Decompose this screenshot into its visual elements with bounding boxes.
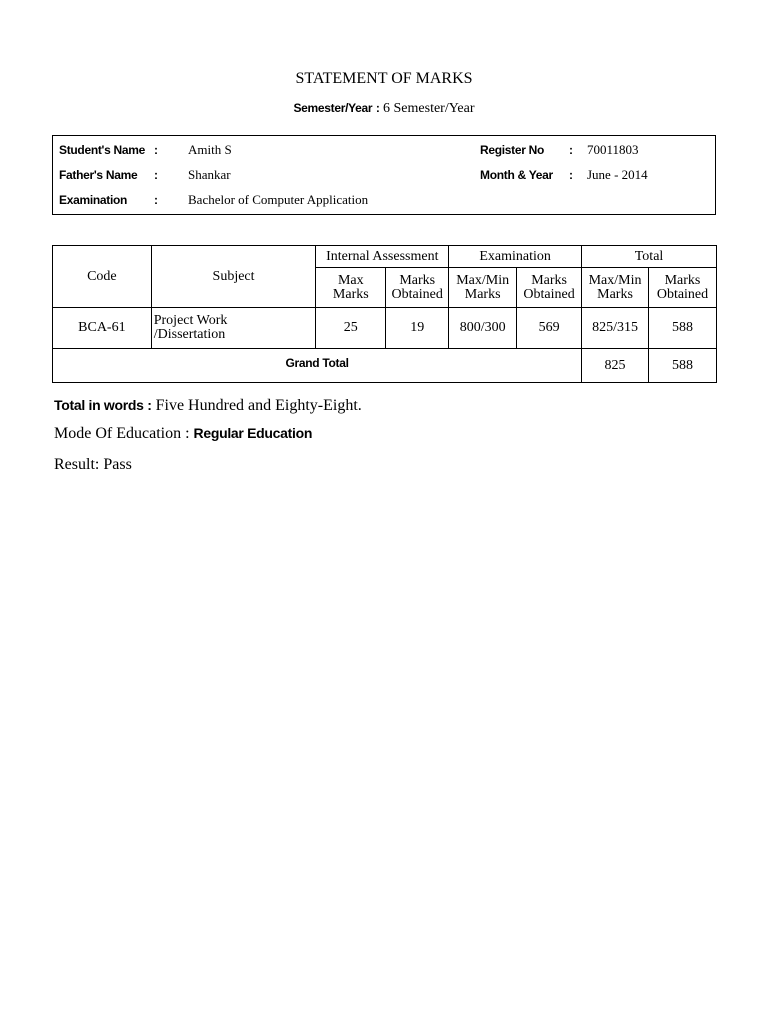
- total-in-words-label: Total in words :: [54, 397, 152, 413]
- header-internal-assessment: Internal Assessment: [316, 246, 449, 268]
- header-exam-obtained-line2: Obtained: [523, 286, 575, 302]
- header-exam-maxmin-line1: Max/Min: [456, 272, 510, 288]
- student-name-sep: :: [154, 143, 158, 157]
- row-total-maxmin: 825/315: [582, 308, 649, 349]
- row-ia-obtained: 19: [386, 308, 449, 349]
- row-subject-line1: Project Work: [153, 313, 228, 328]
- father-name-label: Father's Name: [59, 168, 138, 182]
- header-total-maxmin-line1: Max/Min: [588, 272, 642, 288]
- marks-table: [52, 245, 717, 383]
- header-exam-obtained-line1: Marks: [531, 272, 567, 288]
- month-year-value: June - 2014: [587, 167, 648, 182]
- header-ia-max-line2: Marks: [332, 286, 369, 302]
- header-row-top: [53, 246, 717, 268]
- examination-label: Examination: [59, 193, 128, 207]
- header-total: Total: [582, 246, 717, 268]
- student-name-value: Amith S: [188, 142, 232, 157]
- header-total-obtained-line2: Obtained: [656, 286, 709, 302]
- mode-of-education-label: Mode Of Education :: [54, 425, 190, 442]
- header-ia-obtained-line2: Obtained: [391, 286, 443, 302]
- total-in-words-line: [54, 397, 362, 415]
- student-info-box: [52, 135, 716, 215]
- row-total-obtained: 588: [649, 308, 717, 349]
- total-in-words-value: Five Hundred and Eighty-Eight.: [155, 397, 362, 414]
- semester-label: Semester/Year: [293, 101, 373, 115]
- header-total-obtained-line1: Marks: [664, 272, 701, 288]
- header-exam-maxmin: [449, 268, 517, 308]
- document-title: STATEMENT OF MARKS: [295, 70, 473, 87]
- father-name-sep: :: [154, 168, 158, 182]
- father-name-value: Shankar: [188, 167, 231, 182]
- grand-total-label: Grand Total: [285, 356, 349, 370]
- row-ia-max: 25: [316, 308, 386, 349]
- register-no-label: Register No: [480, 143, 545, 157]
- grand-total-label-cell: [53, 349, 582, 383]
- examination-value: Bachelor of Computer Application: [188, 192, 369, 207]
- grand-total-obtained: 588: [649, 349, 717, 383]
- row-exam-maxmin: 800/300: [449, 308, 517, 349]
- examination-sep: :: [154, 193, 158, 207]
- month-year-sep: :: [569, 168, 573, 182]
- semester-value: 6 Semester/Year: [383, 101, 475, 116]
- month-year-label: Month & Year: [480, 168, 553, 182]
- header-subject: Subject: [151, 246, 316, 308]
- mode-of-education-line: [54, 425, 312, 443]
- semester-sep: :: [375, 101, 380, 115]
- header-exam-maxmin-line2: Marks: [464, 286, 501, 302]
- result-line: Result: Pass: [54, 456, 132, 473]
- header-ia-obtained: [386, 268, 449, 308]
- grand-total-row: [53, 349, 717, 383]
- table-row: [53, 308, 717, 349]
- grand-total-max: 825: [582, 349, 649, 383]
- register-no-value: 70011803: [587, 142, 639, 157]
- mode-of-education-value: Regular Education: [193, 425, 313, 441]
- row-subject: [151, 308, 316, 349]
- header-ia-obtained-line1: Marks: [399, 272, 436, 288]
- header-ia-max: [316, 268, 386, 308]
- header-total-obtained: [649, 268, 717, 308]
- register-no-sep: :: [569, 143, 573, 157]
- header-exam-obtained: [517, 268, 582, 308]
- header-total-maxmin-line2: Marks: [597, 286, 633, 302]
- student-name-label: Student's Name: [59, 143, 146, 157]
- header-examination: Examination: [449, 246, 582, 268]
- header-total-maxmin: [582, 268, 649, 308]
- header-ia-max-line1: Max: [337, 272, 364, 288]
- row-exam-obtained: 569: [517, 308, 582, 349]
- row-code: BCA-61: [53, 308, 152, 349]
- row-subject-line2: /Dissertation: [153, 327, 226, 342]
- header-code: Code: [53, 246, 152, 308]
- semester-line: [0, 101, 768, 117]
